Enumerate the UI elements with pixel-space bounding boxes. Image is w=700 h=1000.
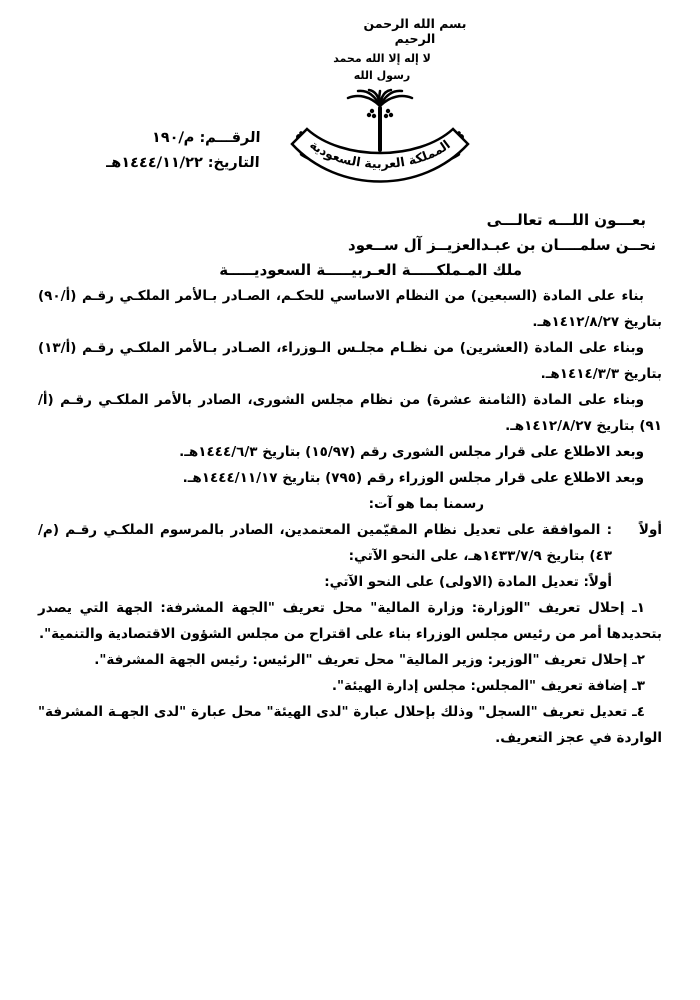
preamble-cabinet-decision: وبعد الاطلاع على قرار مجلس الوزراء رقم (٧٩٥) بتاريخ ١٤٤٤/١١/١٧هـ. — [182, 470, 644, 486]
amendment-item-2: ٢ـ إحلال تعريف "الوزير: وزير المالية" محل تعريف "الرئيس: رئيس الجهة المشرفة". — [94, 652, 645, 668]
article-first-text: : الموافقة على تعديل نظام المقيّمين المعتمدين، الصادر بالمرسوم الملكـي رقـم (م/٤٣) بتاريخ ١٤٣٣/٧/٩هـ، على النحو الآتي: — [38, 522, 612, 564]
article-first — [38, 517, 662, 569]
preamble-shura-law: وبناء على المادة (الثامنة عشرة) من نظام مجلس الشورى، الصادر بالأمر الملكـي رقـم (أ/٩١) بتاريخ ١٤١٢/٨/٢٧هـ. — [38, 392, 662, 434]
decree-number: الرقـــم: م/١٩٠ — [151, 130, 261, 146]
king-title-line: ملك المـملكـــــة العـربيـــــة السعوديـــــة — [219, 261, 522, 279]
preamble-shura-decision: وبعد الاطلاع على قرار مجلس الشورى رقم (١٥/٩٧) بتاريخ ١٤٤٤/٦/٣هـ. — [179, 444, 644, 460]
amendment-item-4: ٤ـ تعديل تعريف "السجل" وذلك بإحلال عبارة "لدى الهيئة" محل عبارة "لدى الجهـة المشرفة" الواردة في عجز التعريف. — [38, 704, 662, 746]
amendment-item-1: ١ـ إحلال تعريف "الوزارة: وزارة المالية" محل تعريف "الجهة المشرفة: الجهة التي يصدر بتحديدها أمر من رئيس مجلس الوزراء بناء على اقتراح من مجلس الشؤون الاقتصادية والتنمية". — [38, 600, 662, 642]
palm-tree-icon — [348, 90, 412, 150]
shahada-calligraphy: لا إله إلا الله محمد رسول الله — [333, 52, 431, 83]
decree-date: التاريخ: ١٤٤٤/١١/٢٢هـ — [106, 155, 260, 171]
article-first-subheading: أولاً: تعديل المادة (الاولى) على النحو الآتي: — [324, 574, 612, 590]
king-name-line: نحــن سلمــــان بن عبـدالعزيــز آل ســعود — [348, 236, 656, 254]
saudi-emblem-icon — [282, 88, 478, 200]
amendment-item-3: ٣ـ إضافة تعريف "المجلس: مجلس إدارة الهيئة". — [331, 678, 645, 694]
amendment-items — [38, 595, 662, 751]
decree-body — [38, 208, 662, 751]
reference-block — [54, 126, 261, 176]
preamble-basic-law: بناء على المادة (السبعين) من النظام الاساسي للحكـم، الصـادر بـالأمر الملكـي رقـم (أ/٩٠) بتاريخ ١٤١٢/٨/٢٧هـ. — [38, 288, 662, 330]
decree-intro: رسمنا بما هو آت: — [368, 496, 484, 512]
invocation-line: بعـــون اللـــه تعالـــى — [486, 211, 646, 229]
bismillah-calligraphy: بسم الله الرحمن الرحيم — [363, 16, 467, 46]
banner-text: المملكة العربية السعودية — [307, 136, 453, 172]
preamble-council-ministers-law: وبناء على المادة (العشرين) من نظـام مجلـس الـوزراء، الصـادر بـالأمر الملكـي رقـم (أ/١٣) بتاريخ ١٤١٤/٣/٣هـ. — [38, 340, 662, 382]
article-first-label: أولاً — [638, 522, 662, 538]
